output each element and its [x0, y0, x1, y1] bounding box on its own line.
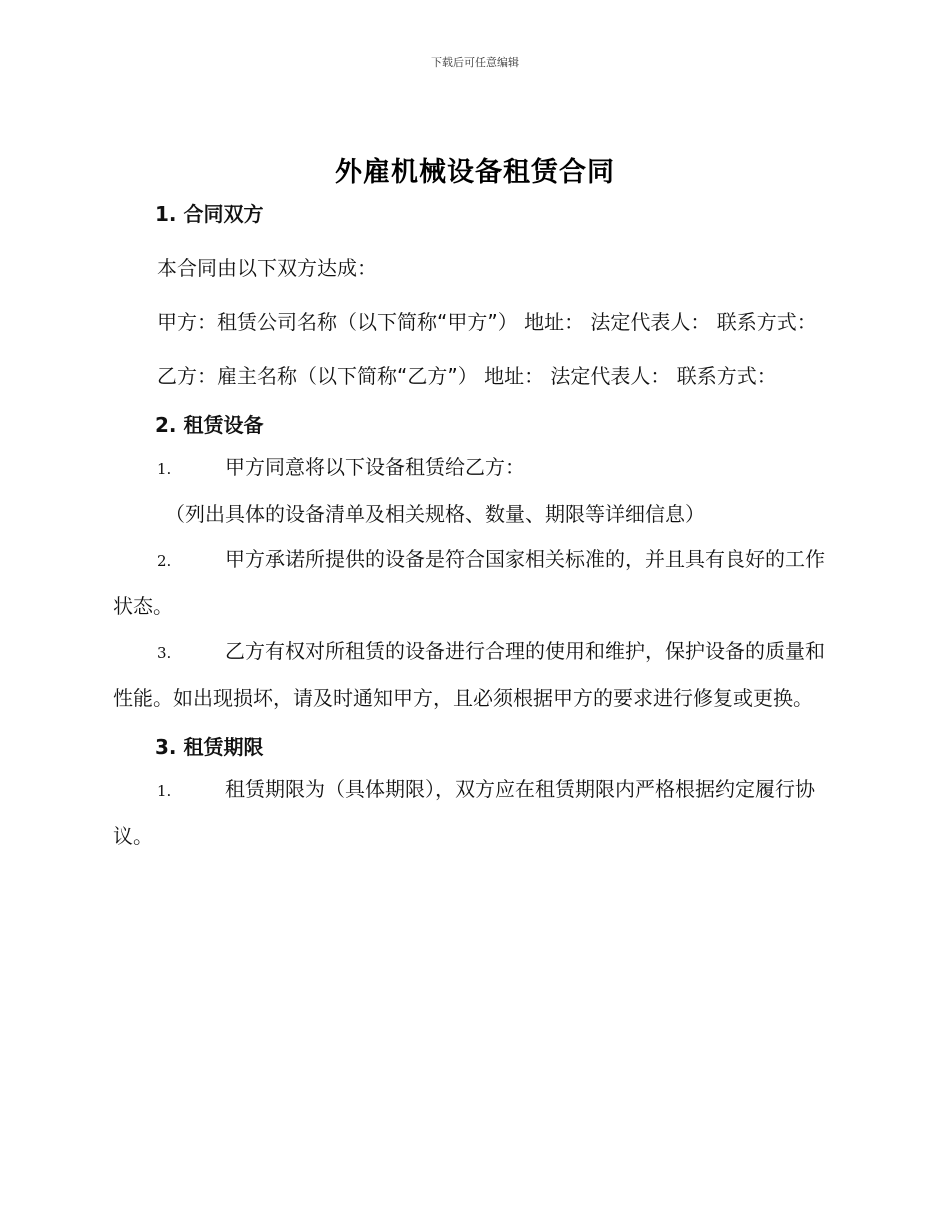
section-heading: 2. 租赁设备: [155, 413, 264, 437]
list-number: 1.: [157, 460, 172, 478]
list-text: 租赁期限为（具体期限），双方应在租赁期限内严格根据约定履行协议。: [113, 777, 815, 848]
paragraph-party-a: 甲方：租赁公司名称（以下简称“甲方”） 地址： 法定代表人： 联系方式：: [157, 310, 817, 334]
section-equipment: [113, 405, 835, 721]
document-title: 外雇机械设备租赁合同: [335, 157, 615, 188]
list-text: 乙方有权对所租赁的设备进行合理的使用和维护，保护设备的质量和性能。如出现损坏，请及时通知甲方，且必须根据甲方的要求进行修复或更换。: [113, 639, 825, 710]
list-item: [113, 767, 835, 859]
list-item: [113, 537, 835, 629]
list-number: 2.: [157, 552, 172, 570]
section-heading: 1. 合同双方: [155, 202, 264, 226]
list-text: 甲方同意将以下设备租赁给乙方：: [225, 455, 525, 479]
section-parties: [113, 194, 835, 399]
list-item: [113, 629, 835, 721]
document-body: [113, 194, 835, 859]
list-text: 甲方承诺所提供的设备是符合国家相关标准的，并且具有良好的工作状态。: [113, 547, 825, 618]
section-heading: 3. 租赁期限: [155, 735, 264, 759]
paragraph-intro: 本合同由以下双方达成：: [157, 256, 377, 280]
list-item: [113, 445, 835, 492]
list-number: 3.: [157, 644, 172, 662]
section-term: [113, 727, 835, 859]
paragraph-party-b: 乙方：雇主名称（以下简称“乙方”） 地址： 法定代表人： 联系方式：: [157, 364, 777, 388]
paragraph-note: （列出具体的设备清单及相关规格、数量、期限等详细信息）: [165, 502, 705, 526]
list-number: 1.: [157, 782, 172, 800]
header-note: 下载后可任意编辑: [431, 56, 519, 69]
